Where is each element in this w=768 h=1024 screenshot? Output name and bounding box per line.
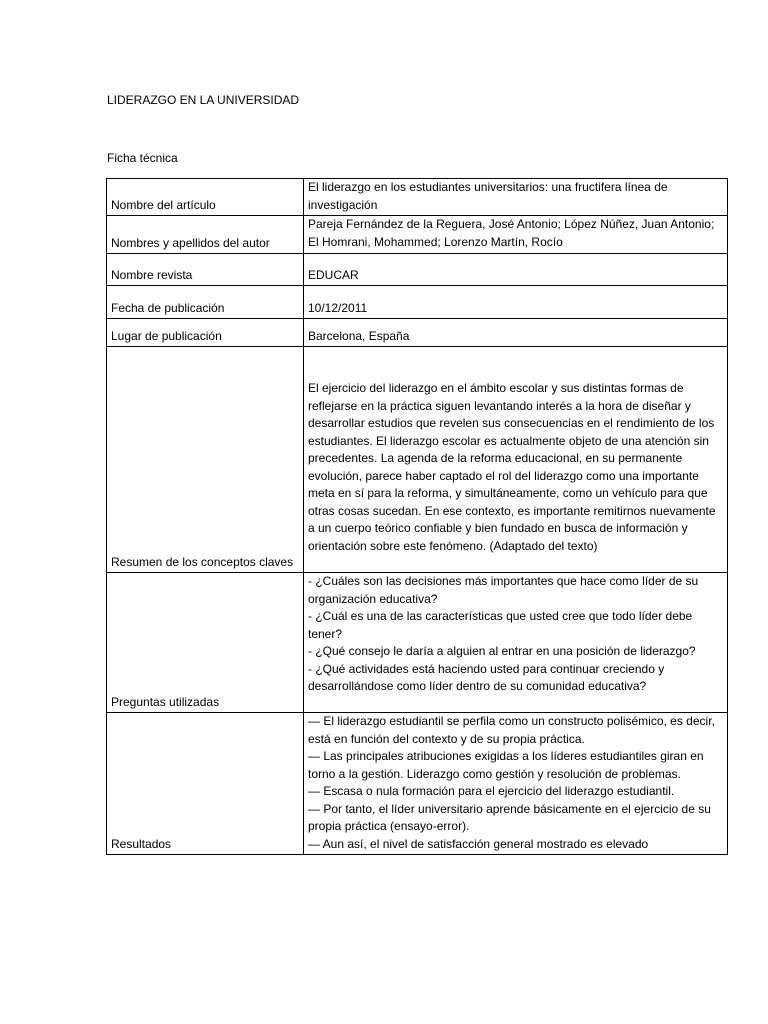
result-item: — Las principales atribuciones exigidas a los líderes estudiantiles giran en torno a la gestión. Liderazgo como gestión y resolución de problemas. bbox=[308, 749, 704, 781]
table-row-lugar bbox=[107, 319, 728, 347]
row-label: Fecha de publicación bbox=[107, 286, 304, 319]
table-row-nombre-articulo bbox=[107, 179, 728, 216]
question-item: - ¿Cuáles son las decisiones más importantes que hace como líder de su organización educativa? bbox=[308, 574, 699, 606]
row-label: Resultados bbox=[107, 713, 304, 855]
result-item: — Aun así, el nivel de satisfacción general mostrado es elevado bbox=[308, 836, 649, 851]
row-value: El ejercicio del liderazgo en el ámbito escolar y sus distintas formas de reflejarse en la práctica siguen levantando interés a la hora de diseñar y desarrollar estudios que revelen sus consecuencias en el rendimiento de los estudiantes. El liderazgo escolar es actualmente objeto de una atención sin precedentes. La agenda de la reforma educacional, en su permanente evolución, parece haber captado el rol del liderazgo como una importante meta en sí para la reforma, y simultáneamente, como un vehículo para que otras cosas sucedan. En ese contexto, es importante remitirnos nuevamente a un cuerpo teórico confiable y bien fundado en busca de información y orientación sobre este fenómeno. (Adaptado del texto) bbox=[304, 347, 728, 573]
row-value: Barcelona, España bbox=[304, 319, 728, 347]
row-value bbox=[304, 713, 728, 855]
table-row-resultados bbox=[107, 713, 728, 855]
row-value: El liderazgo en los estudiantes universitarios: una fructifera línea de investigación bbox=[304, 179, 728, 216]
table-row-autor bbox=[107, 216, 728, 254]
ficha-tecnica-table bbox=[106, 178, 728, 855]
question-item: - ¿Qué consejo le daría a alguien al entrar en una posición de liderazgo? bbox=[308, 644, 696, 658]
row-value: EDUCAR bbox=[304, 254, 728, 286]
table-row-revista bbox=[107, 254, 728, 286]
question-item: - ¿Cuál es una de las características que usted cree que todo líder debe tener? bbox=[308, 609, 693, 641]
question-item: - ¿Qué actividades está haciendo usted para continuar creciendo y desarrollándose como líder dentro de su comunidad educativa? bbox=[308, 661, 665, 693]
result-item: — El liderazgo estudiantil se perfila como un constructo polisémico, es decir, está en función del contexto y de su propia práctica. bbox=[308, 714, 715, 746]
row-label: Nombre del artículo bbox=[107, 179, 304, 216]
document-title: LIDERAZGO EN LA UNIVERSIDAD bbox=[107, 93, 300, 107]
table-row-fecha bbox=[107, 286, 728, 319]
row-value: Pareja Fernández de la Reguera, José Antonio; López Núñez, Juan Antonio; El Homrani, Mohammed; Lorenzo Martín, Rocío bbox=[304, 216, 728, 254]
row-label: Preguntas utilizadas bbox=[107, 573, 304, 713]
table-row-preguntas bbox=[107, 573, 728, 713]
row-label: Lugar de publicación bbox=[107, 319, 304, 347]
row-label: Nombre revista bbox=[107, 254, 304, 286]
table-row-resumen bbox=[107, 347, 728, 573]
result-item: — Por tanto, el líder universitario aprende básicamente en el ejercicio de su propia práctica (ensayo-error). bbox=[308, 801, 711, 833]
result-item: — Escasa o nula formación para el ejercicio del liderazgo estudiantil. bbox=[308, 784, 675, 798]
row-label: Resumen de los conceptos claves bbox=[107, 347, 304, 573]
row-value bbox=[304, 573, 728, 713]
section-title: Ficha técnica bbox=[107, 151, 178, 165]
row-value: 10/12/2011 bbox=[304, 286, 728, 319]
row-label: Nombres y apellidos del autor bbox=[107, 216, 304, 254]
